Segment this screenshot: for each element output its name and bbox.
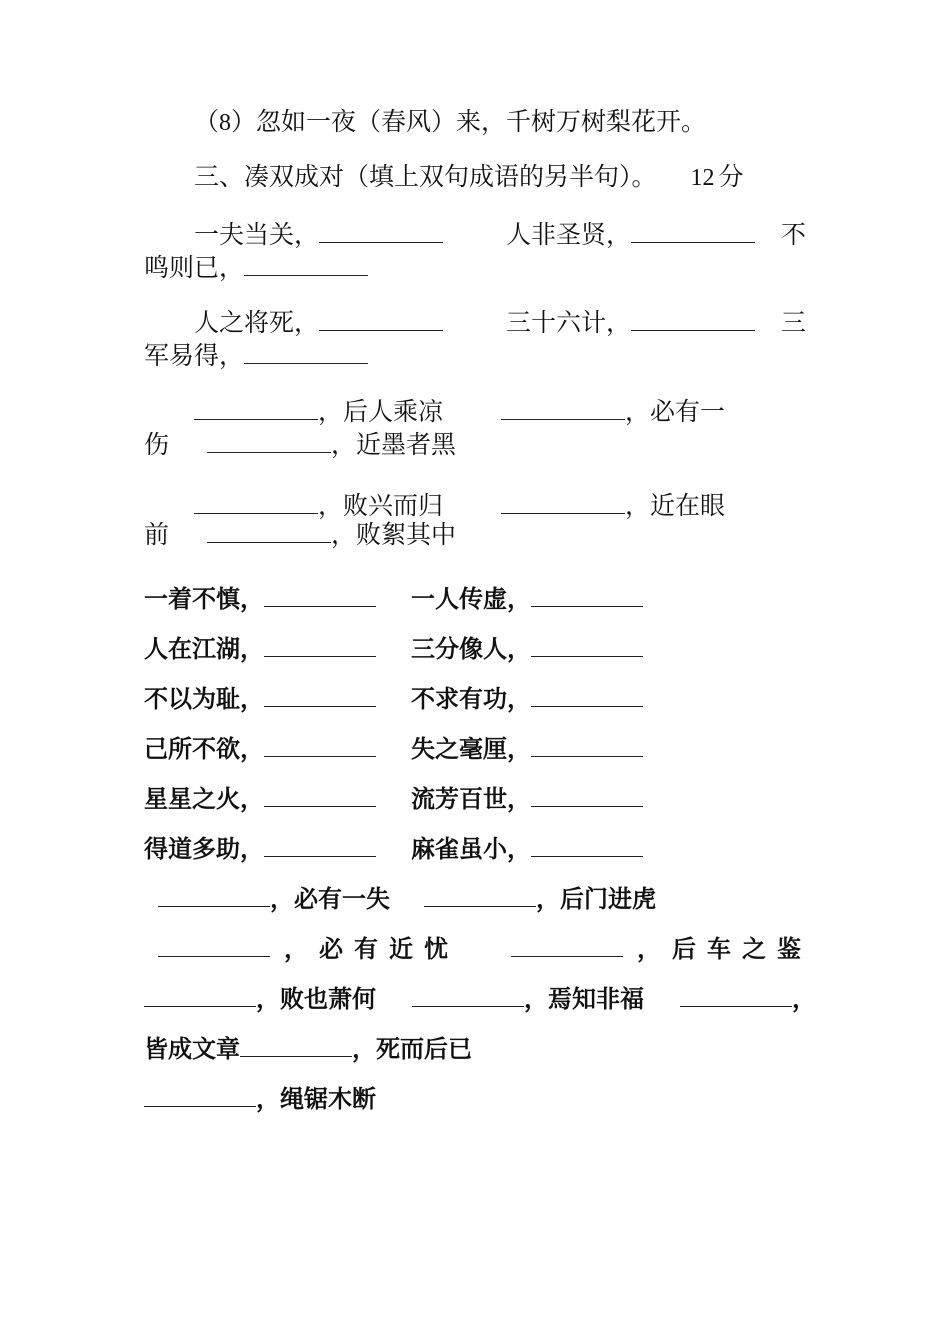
idiom-row-2c-head: 三 (781, 308, 807, 337)
idiom-row-4b (501, 491, 725, 521)
answer-blank[interactable] (264, 834, 376, 857)
idiom-prompt: 不求有功， (411, 685, 531, 713)
tail-row-2b (511, 934, 812, 964)
answer-blank[interactable] (244, 253, 368, 276)
answer-blank[interactable] (194, 397, 318, 420)
section-heading (194, 162, 743, 193)
answer-blank[interactable] (412, 984, 524, 1007)
idiom-prompt: 人之将死， (194, 308, 320, 337)
tail-row-2a (158, 934, 459, 964)
idiom-prompt: 得道多助， (144, 835, 264, 863)
answer-blank[interactable] (264, 634, 376, 657)
grid-row (144, 584, 376, 614)
idiom-row-1c-head: 不 (781, 220, 807, 249)
score-unit: 分 (718, 162, 744, 191)
tail-row-1a (158, 884, 390, 914)
answer-blank[interactable] (264, 784, 376, 807)
answer-blank[interactable] (424, 884, 536, 907)
grid-row (411, 684, 643, 714)
idiom-prompt: ，近墨者黑 (331, 430, 457, 459)
idiom-prompt: ，焉知非福 (524, 985, 644, 1013)
answer-blank[interactable] (631, 308, 755, 331)
idiom-prompt: 一夫当关， (194, 220, 320, 249)
idiom-prompt-head: 前 (144, 520, 170, 549)
answer-blank[interactable] (501, 397, 625, 420)
answer-blank[interactable] (244, 341, 368, 364)
idiom-row-2b (506, 308, 755, 338)
answer-blank[interactable] (531, 834, 643, 857)
grid-row (411, 634, 643, 664)
idiom-prompt: ，后人乘凉 (318, 397, 444, 426)
idiom-prompt: ，败也萧何 (256, 985, 376, 1013)
idiom-row-1c-tail (144, 253, 368, 283)
section-title: 三、凑双成对（填上双句成语的另半句）。 (194, 162, 657, 191)
idiom-prompt: ，必有一失 (270, 885, 390, 913)
idiom-prompt: 人在江湖， (144, 635, 264, 663)
answer-blank[interactable] (531, 634, 643, 657)
poem-text: ）忽如一夜（春风）来，千树万树梨花开。 (231, 107, 707, 136)
answer-blank[interactable] (264, 584, 376, 607)
idiom-prompt: ，败兴而归 (318, 491, 444, 520)
answer-blank[interactable] (680, 984, 792, 1007)
tail-row-3b (412, 984, 644, 1014)
answer-blank[interactable] (511, 934, 623, 957)
grid-row (144, 784, 376, 814)
answer-blank[interactable] (319, 220, 443, 243)
idiom-prompt: 一着不慎， (144, 585, 264, 613)
idiom-prompt: ，绳锯木断 (256, 1085, 376, 1113)
bold-idiom-grid (144, 584, 704, 884)
answer-blank[interactable] (531, 734, 643, 757)
answer-blank[interactable] (319, 308, 443, 331)
answer-blank[interactable] (264, 684, 376, 707)
idiom-prompt: ，后门进虎 (536, 885, 656, 913)
answer-blank[interactable] (531, 784, 643, 807)
idiom-prompt: ，死而后已 (352, 1035, 472, 1063)
idiom-row-2c-tail (144, 341, 368, 371)
answer-blank[interactable] (631, 220, 755, 243)
idiom-prompt: 流芳百世， (411, 785, 531, 813)
idiom-prompt: ，败絮其中 (331, 520, 457, 549)
idiom-prompt: 三十六计， (506, 308, 632, 337)
answer-blank[interactable] (144, 984, 256, 1007)
tail-row-3a (144, 984, 376, 1014)
idiom-prompt: ， (792, 985, 816, 1013)
paren-open: （ (194, 107, 220, 136)
tail-row-4 (144, 1034, 472, 1064)
idiom-row-1b (506, 220, 755, 250)
answer-blank[interactable] (264, 734, 376, 757)
idiom-prompt: 鸣则已， (144, 253, 245, 282)
idiom-prompt: 己所不欲， (144, 735, 264, 763)
grid-row (411, 584, 643, 614)
answer-blank[interactable] (240, 1034, 352, 1057)
idiom-row-4c (144, 520, 456, 550)
grid-row (144, 734, 376, 764)
idiom-row-1 (194, 220, 443, 250)
answer-blank[interactable] (501, 491, 625, 514)
grid-row (411, 734, 643, 764)
answer-blank[interactable] (158, 934, 270, 957)
idiom-prompt: 麻雀虽小， (411, 835, 531, 863)
idiom-row-3 (194, 397, 443, 427)
grid-row (411, 834, 643, 864)
idiom-row-4 (194, 491, 443, 521)
tail-row-1b (424, 884, 656, 914)
tail-row-5 (144, 1084, 376, 1114)
idiom-prompt: 三分像人， (411, 635, 531, 663)
answer-blank[interactable] (207, 520, 331, 543)
grid-row (411, 784, 643, 814)
answer-blank[interactable] (207, 430, 331, 453)
idiom-prompt: 皆成文章 (144, 1035, 240, 1063)
answer-blank[interactable] (531, 684, 643, 707)
idiom-prompt: ，必有一 (625, 397, 726, 426)
score-number: 12 (690, 165, 715, 191)
idiom-prompt: 星星之火， (144, 785, 264, 813)
idiom-prompt: 失之毫厘， (411, 735, 531, 763)
answer-blank[interactable] (158, 884, 270, 907)
idiom-row-2 (194, 308, 443, 338)
tail-row-3c (680, 984, 816, 1014)
idiom-prompt: 不以为耻， (144, 685, 264, 713)
idiom-row-3c (144, 430, 456, 460)
answer-blank[interactable] (194, 491, 318, 514)
poem-line-8 (194, 107, 706, 138)
answer-blank[interactable] (531, 584, 643, 607)
item-number: 8 (219, 110, 232, 136)
idiom-row-3b (501, 397, 725, 427)
idiom-prompt: 人非圣贤， (506, 220, 632, 249)
idiom-prompt-head: 伤 (144, 430, 170, 459)
idiom-prompt: ，后车之鉴 (637, 935, 812, 963)
answer-blank[interactable] (144, 1084, 256, 1107)
idiom-prompt: ，近在眼 (625, 491, 726, 520)
idiom-prompt: ，必有近忧 (284, 935, 459, 963)
idiom-prompt: 军易得， (144, 341, 245, 370)
grid-row (144, 684, 376, 714)
idiom-prompt: 一人传虚， (411, 585, 531, 613)
grid-row (144, 834, 376, 864)
grid-row (144, 634, 376, 664)
